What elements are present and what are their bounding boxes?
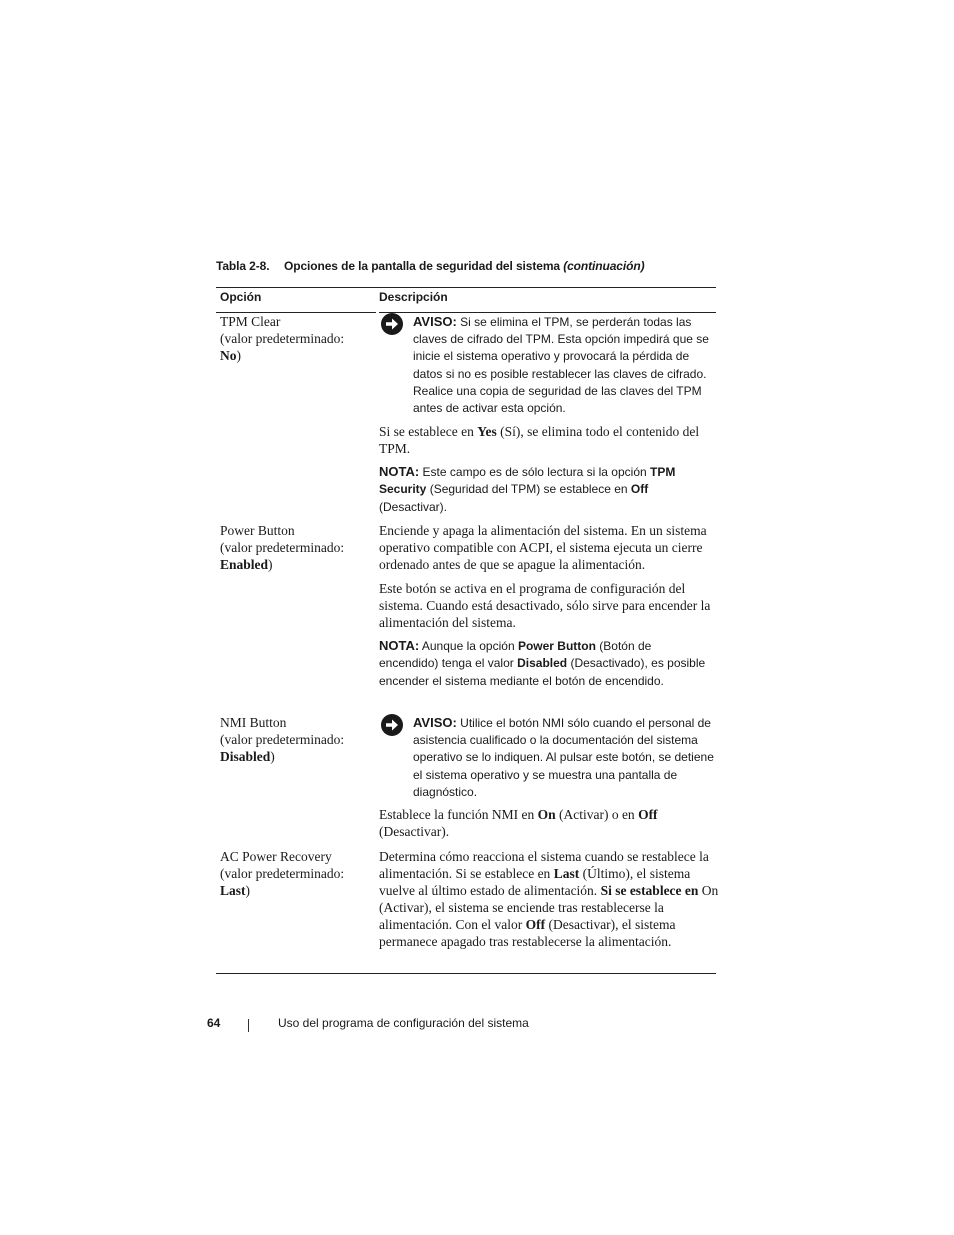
- option-name: NMI Button: [220, 715, 287, 730]
- notice-tpm-clear: [413, 313, 718, 417]
- default-prefix: (valor predeterminado:: [220, 540, 345, 555]
- option-ref: TPM Security: [379, 465, 676, 497]
- option-power-button: [220, 522, 370, 573]
- text-segment: (Último), el sistema vuelve al último estado de alimentación.: [379, 866, 691, 898]
- text-segment: Determina cómo reacciona el sistema cuando se restablece la alimentación. Si se establece en: [379, 849, 709, 881]
- option-name: TPM Clear: [220, 314, 281, 329]
- desc-power-button-para1: Enciende y apaga la alimentación del sistema. En un sistema operativo compatible con ACPI, el sistema ejecuta un cierre ordenado antes de que se apague la alimentación.: [379, 523, 707, 572]
- option-name: Power Button: [220, 523, 295, 538]
- text-segment: Este campo es de sólo lectura si la opción: [422, 465, 651, 479]
- table-title: Opciones de la pantalla de seguridad del sistema: [284, 259, 560, 273]
- note-label: NOTA:: [379, 464, 420, 479]
- default-prefix: (valor predeterminado:: [220, 732, 345, 747]
- option-default: (valor predeterminado: No): [220, 331, 345, 363]
- notice-text: Si se elimina el TPM, se perderán todas las claves de cifrado del TPM. Esta opción impedirá que se inicie el sistema operativo y provocará la pérdida de datos si no es posible restablecer las claves de cifrado. Realice una copia de seguridad de las claves del TPM antes de activar esta opción.: [413, 315, 709, 416]
- value-off: Off: [638, 807, 658, 822]
- table-continued: (continuación): [563, 259, 645, 273]
- option-nmi-button: [220, 714, 370, 765]
- table-top-rule: [216, 287, 716, 288]
- option-ref: Power Button: [517, 639, 596, 653]
- value-last: Last: [553, 866, 580, 881]
- text-segment: (Activar) o en: [555, 807, 639, 822]
- default-prefix: (valor predeterminado:: [220, 331, 345, 346]
- column-header-description: Descripción: [379, 290, 448, 304]
- default-prefix: (valor predeterminado:: [220, 866, 345, 881]
- default-value: Last: [220, 883, 246, 898]
- text-segment: Aunque la opción: [421, 639, 518, 653]
- desc-nmi-button-para: [379, 806, 719, 840]
- table-bottom-rule: [216, 973, 716, 974]
- value-ref: Disabled: [517, 656, 568, 671]
- text-segment: Si se establece en: [379, 424, 478, 439]
- text-segment: (Seguridad del TPM) se establece en: [426, 482, 631, 497]
- text-segment: (Desactivar), el sistema permanece apagado tras restablecerse la alimentación.: [379, 917, 676, 949]
- emphasis-si-se-establece: Si se establece en: [600, 883, 699, 898]
- option-name: AC Power Recovery: [220, 849, 332, 864]
- note-power-button: [379, 637, 714, 690]
- option-ac-power-recovery: [220, 848, 370, 899]
- desc-tpm-clear-para: [379, 423, 719, 457]
- value-off: Off: [525, 917, 546, 932]
- default-value: Disabled: [220, 749, 271, 764]
- note-tpm-clear: [379, 463, 714, 516]
- footer-separator: [248, 1019, 249, 1032]
- table-number: Tabla 2-8.: [216, 259, 270, 273]
- notice-label: AVISO:: [413, 314, 457, 329]
- option-tpm-clear: [220, 313, 370, 364]
- notice-label: AVISO:: [413, 715, 457, 730]
- option-default: (valor predeterminado: Enabled): [220, 540, 345, 572]
- note-label: NOTA:: [379, 638, 420, 653]
- default-value: No: [220, 348, 237, 363]
- default-value: Enabled: [220, 557, 269, 572]
- desc-power-button-para2: Este botón se activa en el programa de configuración del sistema. Cuando está desactivado, sólo sirve para encender la alimentación del sistema.: [379, 581, 711, 630]
- footer-section-title: Uso del programa de configuración del sistema: [278, 1016, 529, 1030]
- value-yes: Yes: [477, 424, 497, 439]
- notice-icon: [380, 312, 404, 336]
- value-ref: Off: [630, 482, 649, 497]
- text-segment: (Desactivar).: [379, 499, 448, 514]
- desc-ac-power-recovery-para: [379, 848, 719, 950]
- table-caption: [216, 259, 736, 273]
- text-segment: (Desactivado), es posible encender el sistema mediante el botón de encendido.: [379, 656, 706, 688]
- notice-text: Utilice el botón NMI sólo cuando el personal de asistencia cualificado o la documentación del sistema operativo se lo indiquen. Al pulsar este botón, se detiene el sistema operativo y se muestra una pantalla de diagnóstico.: [413, 716, 714, 799]
- text-segment: (Botón de encendido) tenga el valor: [379, 639, 652, 671]
- text-segment: Establece la función NMI en: [379, 807, 538, 822]
- value-on: On: [537, 807, 556, 822]
- text-segment: (Desactivar).: [379, 824, 450, 839]
- option-default: (valor predeterminado: Last): [220, 866, 345, 898]
- text-segment: On (Activar), el sistema se enciende tras restablecerse la alimentación. Con el valor: [379, 883, 719, 932]
- page-number: 64: [207, 1016, 221, 1030]
- notice-nmi-button: [413, 714, 718, 801]
- option-default: (valor predeterminado: Disabled): [220, 732, 345, 764]
- column-header-option: Opción: [220, 290, 262, 304]
- text-segment: (Sí), se elimina todo el contenido del TPM.: [379, 424, 700, 456]
- notice-icon: [380, 713, 404, 737]
